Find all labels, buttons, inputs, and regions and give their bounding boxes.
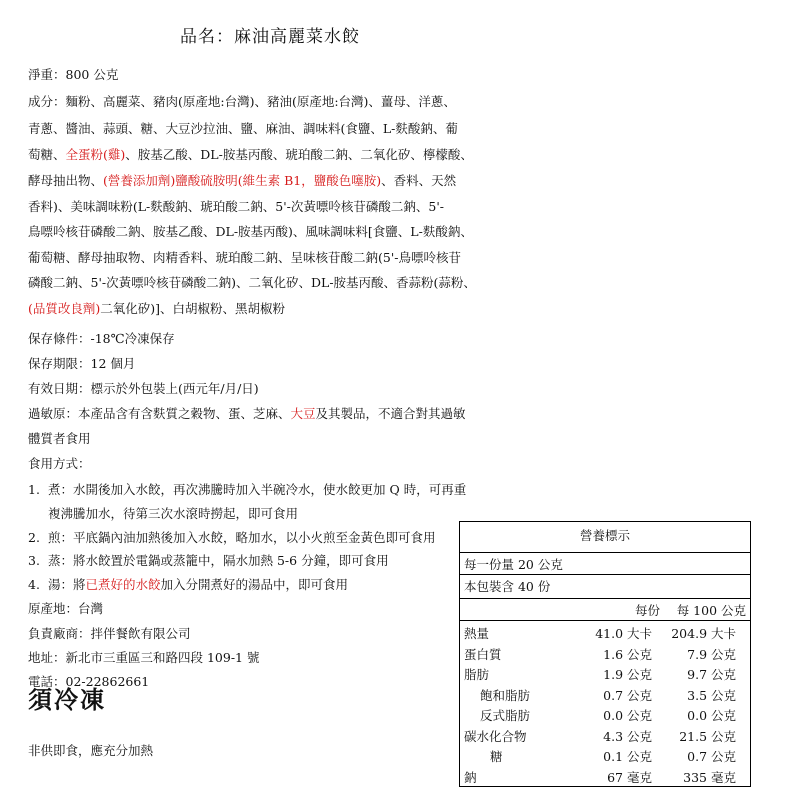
ingredients-text: 、胺基乙酸、DL-胺基丙酸、琥珀酸二鈉、二氧化矽、檸檬酸、 bbox=[125, 147, 473, 162]
value-per-100g: 9.7 公克 bbox=[687, 667, 736, 682]
usage-title: 食用方式： bbox=[28, 456, 91, 471]
shelf-life: 保存期限：12 個月 bbox=[28, 356, 136, 371]
divider bbox=[460, 598, 750, 599]
ingredients-line-5: 香料)、美味調味粉(L-麩酸鈉、琥珀酸二鈉、5'-次黃嘌呤核苷磷酸二鈉、5'- bbox=[28, 199, 445, 214]
value-per-100g: 21.5 公克 bbox=[679, 728, 736, 744]
col-header-per-100g: 每 100 公克 bbox=[676, 603, 746, 618]
step-text: 加入分開煮好的湯品中，即可食用 bbox=[160, 577, 349, 592]
additive-highlight: (品質改良劑) bbox=[28, 301, 101, 316]
usage-step-3 bbox=[28, 552, 389, 569]
step-text: 煮：水開後加入水餃，再次沸騰時加入半碗冷水，使水餃更加 Q 時，可再重 bbox=[48, 482, 467, 497]
ingredients-text: 、香料、天然 bbox=[381, 173, 457, 188]
ingredients-line-4 bbox=[28, 172, 456, 189]
serving-size: 每一份量 20 公克 bbox=[464, 557, 563, 572]
allergen-highlight-soy: 大豆 bbox=[290, 406, 316, 421]
step-number: 2. bbox=[28, 530, 40, 545]
ingredients-line-8: 磷酸二鈉、5'-次黃嘌呤核苷磷酸二鈉)、二氧化矽、DL-胺基丙酸、香蒜粉(蒜粉、 bbox=[28, 275, 476, 290]
value-per-100g: 0.0 公克 bbox=[687, 708, 736, 723]
origin: 原產地：台灣 bbox=[28, 601, 104, 616]
ingredients-text: 萄糖、 bbox=[28, 147, 66, 162]
value-per-serving: 1.6 公克 bbox=[603, 646, 652, 662]
value-per-100g: 7.9 公克 bbox=[687, 646, 736, 662]
ingredients-line-2: 青蔥、醬油、蒜頭、糖、大豆沙拉油、鹽、麻油、調味料(食鹽、L-麩酸鈉、葡 bbox=[28, 121, 458, 136]
value-per-serving: 0.0 公克 bbox=[603, 708, 652, 723]
usage-step-1-cont: 複沸騰加水，待第三次水滾時撈起，即可食用 bbox=[48, 506, 299, 521]
storage-conditions: 保存條件：-18℃冷凍保存 bbox=[28, 331, 175, 346]
value-per-serving: 41.0 大卡 bbox=[595, 626, 652, 641]
ingredients-line-1: 成分：麵粉、高麗菜、豬肉(原產地:台灣)、豬油(原產地:台灣)、薑母、洋蔥、 bbox=[28, 94, 456, 109]
ingredients-line-6: 鳥嘌呤核苷磷酸二鈉、胺基乙酸、DL-胺基丙酸)、風味調味料[食鹽、L-麩酸鈉、 bbox=[28, 224, 473, 239]
step-number: 4. bbox=[28, 577, 40, 592]
allergen-text: 過敏原：本產品含有含麩質之穀物、蛋、芝麻、 bbox=[28, 406, 291, 421]
value-per-100g: 3.5 公克 bbox=[687, 687, 736, 703]
value-per-serving: 0.7 公克 bbox=[603, 687, 652, 703]
usage-step-1 bbox=[28, 481, 466, 498]
nutrient-name: 糖 bbox=[490, 749, 503, 764]
nutrient-name: 碳水化合物 bbox=[464, 728, 527, 744]
value-per-serving: 1.9 公克 bbox=[603, 667, 652, 682]
nutrient-name: 鈉 bbox=[464, 769, 477, 785]
step-text: 蒸：將水餃置於電鍋或蒸籠中，隔水加熱 5-6 分鐘，即可食用 bbox=[48, 553, 389, 568]
step-number: 3. bbox=[28, 553, 40, 568]
divider bbox=[460, 574, 750, 575]
value-per-serving: 67 毫克 bbox=[607, 769, 652, 785]
value-per-100g: 0.7 公克 bbox=[687, 749, 736, 764]
step-text: 煎：平底鍋內油加熱後加入水餃，略加水，以小火煎至金黃色即可食用 bbox=[48, 530, 436, 545]
step-text: 湯：將 bbox=[48, 577, 86, 592]
phone: 電話：02-22862661 bbox=[28, 674, 150, 689]
net-weight: 淨重：800 公克 bbox=[28, 67, 119, 82]
nutrient-name: 蛋白質 bbox=[464, 646, 502, 662]
usage-step-2 bbox=[28, 529, 436, 546]
ingredients-line-3 bbox=[28, 146, 473, 163]
value-per-100g: 204.9 大卡 bbox=[671, 626, 736, 641]
expiry-date: 有效日期：標示於外包裝上(西元年/月/日) bbox=[28, 381, 259, 396]
nutrition-title: 營養標示 bbox=[579, 528, 630, 543]
nutrient-name: 飽和脂肪 bbox=[480, 687, 531, 703]
allergen-highlight-egg: 全蛋粉(雞) bbox=[65, 147, 126, 162]
address: 地址：新北市三重區三和路四段 109-1 號 bbox=[28, 650, 260, 665]
value-per-serving: 4.3 公克 bbox=[603, 728, 652, 744]
allergen-text: 及其製品，不適合對其過敏 bbox=[315, 406, 466, 421]
col-header-per-serving: 每份 bbox=[634, 603, 660, 618]
product-name: 品名：麻油高麗菜水餃 bbox=[180, 27, 360, 47]
keep-frozen-notice: 須冷凍 bbox=[28, 685, 106, 714]
cooking-note: 非供即食，應充分加熱 bbox=[28, 743, 154, 758]
usage-step-4 bbox=[28, 576, 348, 593]
ingredients-text: 酵母抽出物、 bbox=[28, 173, 104, 188]
ingredients-line-7: 葡萄糖、酵母抽取物、肉精香料、琥珀酸二鈉、呈味核苷酸二鈉(5'-鳥嘌呤核苷 bbox=[28, 250, 461, 265]
nutrient-name: 反式脂肪 bbox=[480, 708, 531, 723]
nutrition-table bbox=[459, 521, 751, 787]
divider bbox=[460, 620, 750, 621]
servings-per-pack: 本包裝含 40 份 bbox=[464, 579, 551, 594]
nutrient-name: 熱量 bbox=[464, 626, 490, 641]
nutrient-name: 脂肪 bbox=[464, 667, 490, 682]
step-highlight: 已煮好的水餃 bbox=[85, 577, 161, 592]
manufacturer: 負責廠商：拌伴餐飲有限公司 bbox=[28, 626, 191, 641]
value-per-100g: 335 毫克 bbox=[683, 769, 736, 785]
divider bbox=[460, 552, 750, 553]
allergen-line-1 bbox=[28, 405, 466, 422]
ingredients-line-9 bbox=[28, 300, 285, 317]
allergen-line-2: 體質者食用 bbox=[28, 431, 91, 446]
additive-highlight: (營養添加劑)鹽酸硫胺明(維生素 B1，鹽酸色噻胺) bbox=[103, 173, 382, 188]
step-number: 1. bbox=[28, 482, 40, 497]
value-per-serving: 0.1 公克 bbox=[603, 749, 652, 764]
ingredients-text: 二氧化矽)]、白胡椒粉、黑胡椒粉 bbox=[100, 301, 286, 316]
